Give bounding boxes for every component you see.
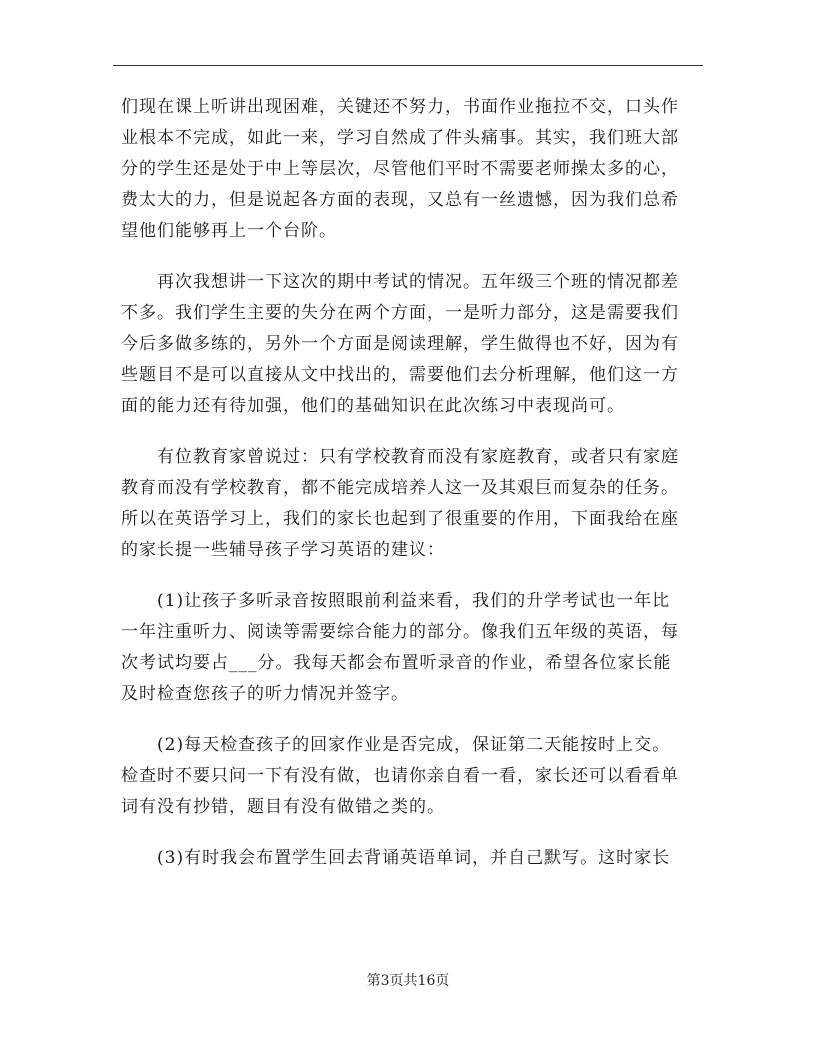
text-line: 词有没有抄错，题目有没有做错之类的。 bbox=[121, 797, 445, 817]
text-line: 面的能力还有待加强，他们的基础知识在此次练习中表现尚可。 bbox=[121, 396, 625, 416]
document-body bbox=[121, 92, 696, 894]
text-line: 所以在英语学习上，我们的家长也起到了很重要的作用，下面我给在座 bbox=[121, 509, 679, 529]
text-line: 及时检查您孩子的听力情况并签字。 bbox=[121, 684, 409, 704]
text-line: (3)有时我会布置学生回去背诵英语单词，并自己默写。这时家长 bbox=[121, 848, 671, 868]
header-rule bbox=[113, 65, 703, 66]
text-line: 费太大的力，但是说起各方面的表现，又总有一丝遗憾，因为我们总希 bbox=[121, 190, 679, 210]
text-line: 今后多做多练的，另外一个方面是阅读理解，学生做得也不好，因为有 bbox=[121, 334, 679, 354]
text-line: 有位教育家曾说过：只有学校教育而没有家庭教育，或者只有家庭 bbox=[121, 447, 679, 467]
text-line: 业根本不完成，如此一来，学习自然成了件头痛事。其实，我们班大部 bbox=[121, 128, 679, 148]
text-line: 不多。我们学生主要的失分在两个方面，一是听力部分，这是需要我们 bbox=[121, 303, 679, 323]
text-line: 再次我想讲一下这次的期中考试的情况。五年级三个班的情况都差 bbox=[121, 272, 679, 292]
text-line: 教育而没有学校教育，都不能完成培养人这一及其艰巨而复杂的任务。 bbox=[121, 478, 679, 498]
text-line: 些题目不是可以直接从文中找出的，需要他们去分析理解，他们这一方 bbox=[121, 365, 679, 385]
text-line: 望他们能够再上一个台阶。 bbox=[121, 221, 337, 241]
paragraph bbox=[121, 267, 696, 422]
text-line: (2)每天检查孩子的回家作业是否完成，保证第二天能按时上交。 bbox=[121, 735, 671, 755]
page-number: 第3页共16页 bbox=[366, 973, 450, 989]
paragraph bbox=[121, 442, 696, 566]
text-line: 检查时不要只问一下有没有做，也请你亲自看一看，家长还可以看看单 bbox=[121, 766, 679, 786]
text-line: 的家长提一些辅导孩子学习英语的建议： bbox=[121, 540, 445, 560]
text-line: 次考试均要占___分。我每天都会布置听录音的作业，希望各位家长能 bbox=[121, 653, 672, 673]
text-line: (1)让孩子多听录音按照眼前利益来看，我们的升学考试也一年比 bbox=[121, 591, 671, 611]
text-line: 一年注重听力、阅读等需要综合能力的部分。像我们五年级的英语，每 bbox=[121, 622, 679, 642]
text-line: 分的学生还是处于中上等层次，尽管他们平时不需要老师操太多的心， bbox=[121, 159, 679, 179]
text-line: 们现在课上听讲出现困难，关键还不努力，书面作业拖拉不交，口头作 bbox=[121, 97, 679, 117]
paragraph bbox=[121, 843, 696, 874]
paragraph bbox=[121, 586, 696, 710]
paragraph bbox=[121, 92, 696, 247]
paragraph bbox=[121, 730, 696, 823]
